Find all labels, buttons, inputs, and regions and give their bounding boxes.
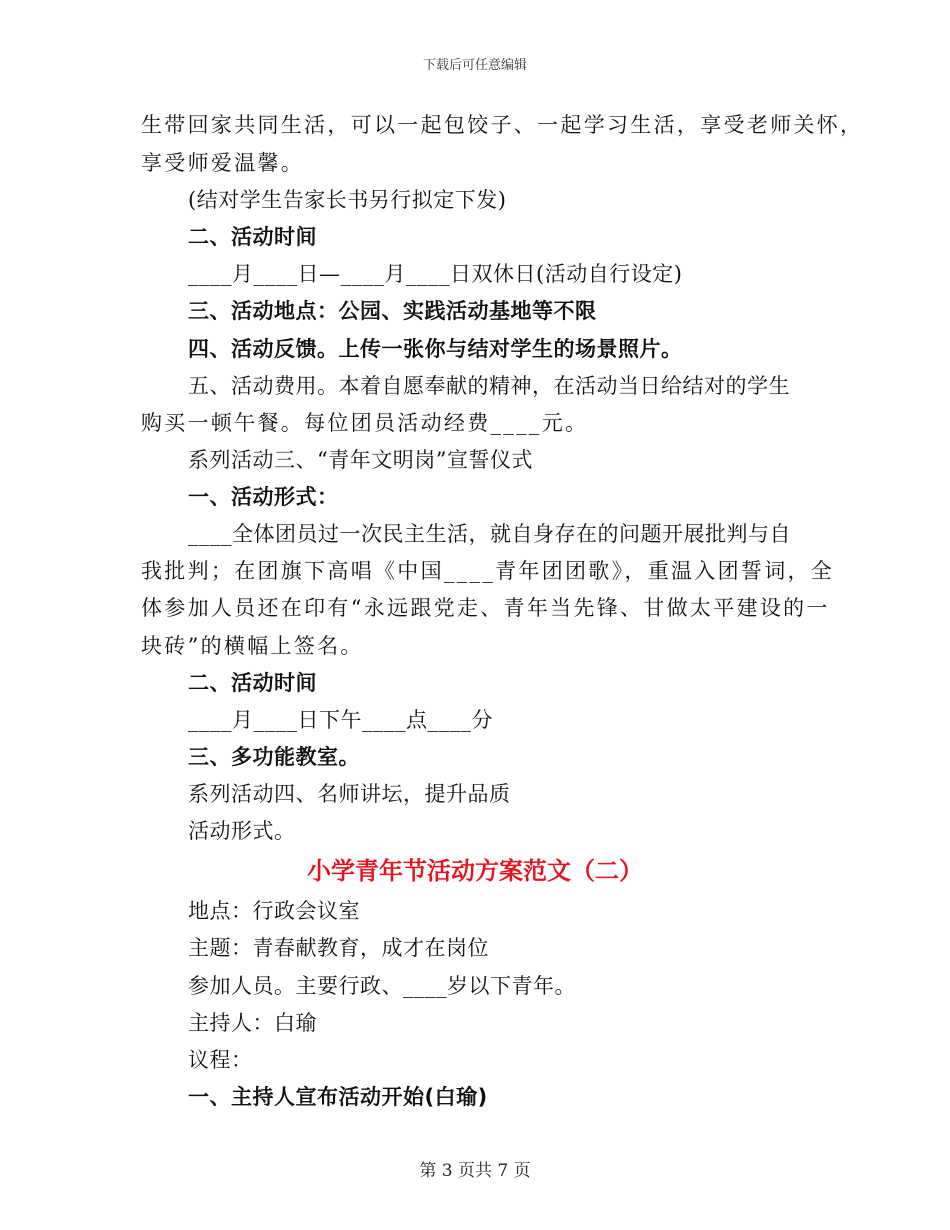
paragraph-line: 系列活动四、名师讲坛，提升品质 — [188, 782, 511, 806]
paragraph-line: 活动形式。 — [188, 819, 296, 843]
paragraph-line: 购买一顿午餐。每位团员活动经费____元。 — [141, 411, 589, 435]
paragraph-line: 体参加人员还在印有“永远跟党走、青年当先锋、甘做太平建设的一 — [141, 596, 830, 620]
paragraph-line: 享受师爱温馨。 — [141, 151, 305, 175]
page-footer: 第 3 页共 7 页 — [419, 1161, 531, 1181]
paragraph-line: 生带回家共同生活，可以一起包饺子、一起学习生活，享受老师关怀， — [141, 113, 864, 137]
paragraph-line: 块砖”的横幅上签名。 — [141, 634, 364, 658]
detail-line: 主持人：白瑜 — [188, 1011, 317, 1035]
paragraph-line: 五、活动费用。本着自愿奉献的精神，在活动当日给结对的学生 — [188, 374, 790, 398]
detail-line: 主题：青春献教育，成才在岗位 — [188, 936, 489, 960]
section-heading: 二、活动时间 — [188, 671, 317, 695]
paragraph-line: ____月____日下午____点____分 — [188, 708, 493, 732]
agenda-heading: 一、主持人宣布活动开始(白瑜) — [188, 1085, 488, 1109]
paragraph-line: 我批判；在团旗下高唱《中国____青年团团歌》，重温入团誓词，全 — [141, 559, 835, 583]
section-heading: 三、活动地点：公园、实践活动基地等不限 — [188, 299, 597, 323]
section-heading: 四、活动反馈。上传一张你与结对学生的场景照片。 — [188, 337, 683, 361]
paragraph-line: ____全体团员过一次民主生活，就自身存在的问题开展批判与自 — [188, 522, 791, 546]
section-heading: 三、多功能教室。 — [188, 745, 360, 769]
paragraph-line: (结对学生告家长书另行拟定下发) — [188, 188, 507, 212]
paragraph-line: ____月____日—____月____日双休日(活动自行设定) — [188, 262, 683, 286]
page-header: 下载后可任意编辑 — [422, 58, 527, 73]
detail-line: 参加人员。主要行政、____岁以下青年。 — [188, 974, 576, 998]
detail-line: 议程： — [188, 1048, 253, 1072]
section-heading: 二、活动时间 — [188, 225, 317, 249]
section-title: 小学青年节活动方案范文（二） — [307, 857, 643, 885]
detail-line: 地点：行政会议室 — [188, 899, 360, 923]
section-heading: 一、活动形式： — [188, 485, 339, 509]
paragraph-line: 系列活动三、“青年文明岗”宣誓仪式 — [188, 448, 533, 472]
